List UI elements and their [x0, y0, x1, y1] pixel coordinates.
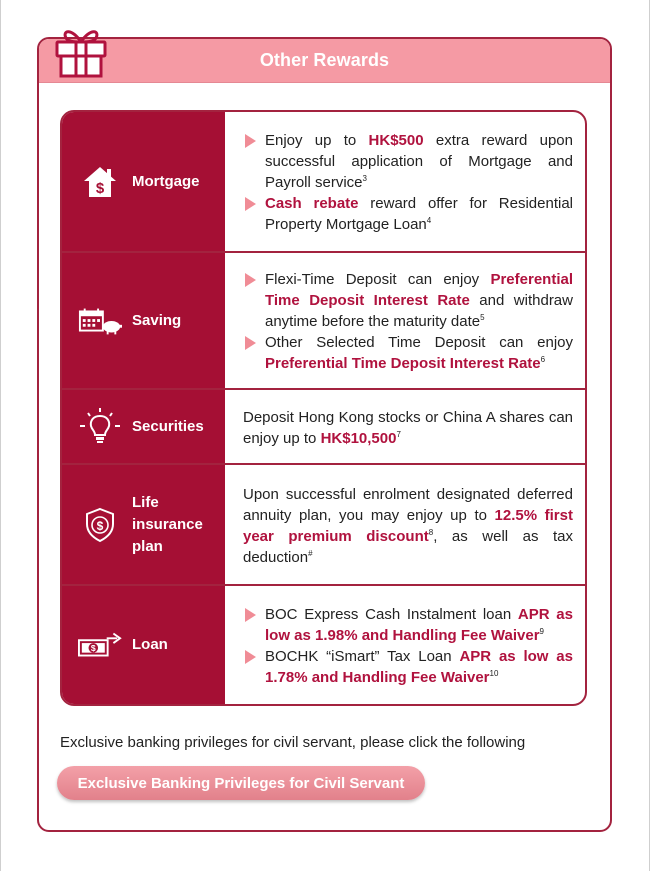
reward-row-life-insurance — [62, 465, 585, 586]
category-label: Securities — [132, 417, 204, 435]
card-header — [39, 39, 610, 83]
rewards-table — [60, 110, 587, 706]
category-life-insurance — [62, 465, 225, 584]
category-securities — [62, 390, 225, 463]
civil-servant-privileges-button[interactable]: Exclusive Banking Privileges for Civil Servant — [57, 766, 425, 800]
description-text: Deposit Hong Kong stocks or China A shares can enjoy up to HK$10,500$^7$ — [243, 408, 573, 447]
reward-row-mortgage — [62, 112, 585, 253]
bullet-item: Flexi-Time Deposit can enjoy Preferential Time Deposit Interest Rate and withdraw anytime before the maturity date$^5$ — [243, 269, 573, 332]
cash-transfer-icon — [78, 632, 122, 658]
bullet-item: BOCHK “iSmart” Tax Loan APR as low as 1.78% and Handling Fee Waiver$^{10}$ — [243, 646, 573, 688]
reward-description — [225, 390, 585, 463]
bullet-item: Other Selected Time Deposit can enjoy Preferential Time Deposit Interest Rate$^6$ — [243, 332, 573, 374]
reward-description — [225, 253, 585, 388]
category-mortgage — [62, 112, 225, 251]
lightbulb-icon — [80, 408, 120, 446]
civil-servant-note: Exclusive banking privileges for civil servant, please click the following — [60, 734, 526, 751]
reward-description — [225, 465, 585, 584]
card-title: Other Rewards — [259, 50, 390, 70]
category-label: Mortgage — [132, 172, 200, 190]
description-text: Upon successful enrolment designated deferred annuity plan, you may enjoy up to 12.5% first year premium discount$^8$, as well as tax deduction# — [243, 485, 574, 566]
svg-text:$: $ — [90, 643, 96, 654]
category-saving — [62, 253, 225, 388]
reward-description — [225, 112, 585, 251]
bullet-item: BOC Express Cash Instalment loan APR as low as 1.98% and Handling Fee Waiver$^9$ — [243, 604, 573, 646]
svg-text:$: $ — [95, 179, 105, 197]
calendar-piggy-bank-icon — [78, 306, 122, 336]
svg-text:$: $ — [96, 518, 104, 533]
reward-row-saving — [62, 253, 585, 390]
category-loan — [62, 586, 225, 704]
reward-row-loan — [62, 586, 585, 704]
reward-description — [225, 586, 585, 704]
category-label: Loan — [132, 636, 168, 653]
bullet-item: Enjoy up to HK$500 extra reward upon successful application of Mortgage and Payroll service$^3$ — [243, 130, 573, 193]
reward-row-securities — [62, 390, 585, 465]
category-label: Saving — [132, 311, 182, 329]
gift-icon — [52, 20, 110, 78]
bullet-item: Cash rebate reward offer for Residential Property Mortgage Loan$^4$ — [243, 193, 573, 235]
house-dollar-icon — [81, 164, 119, 200]
category-label: Life insurance plan — [132, 493, 203, 555]
shield-dollar-icon — [84, 507, 116, 543]
